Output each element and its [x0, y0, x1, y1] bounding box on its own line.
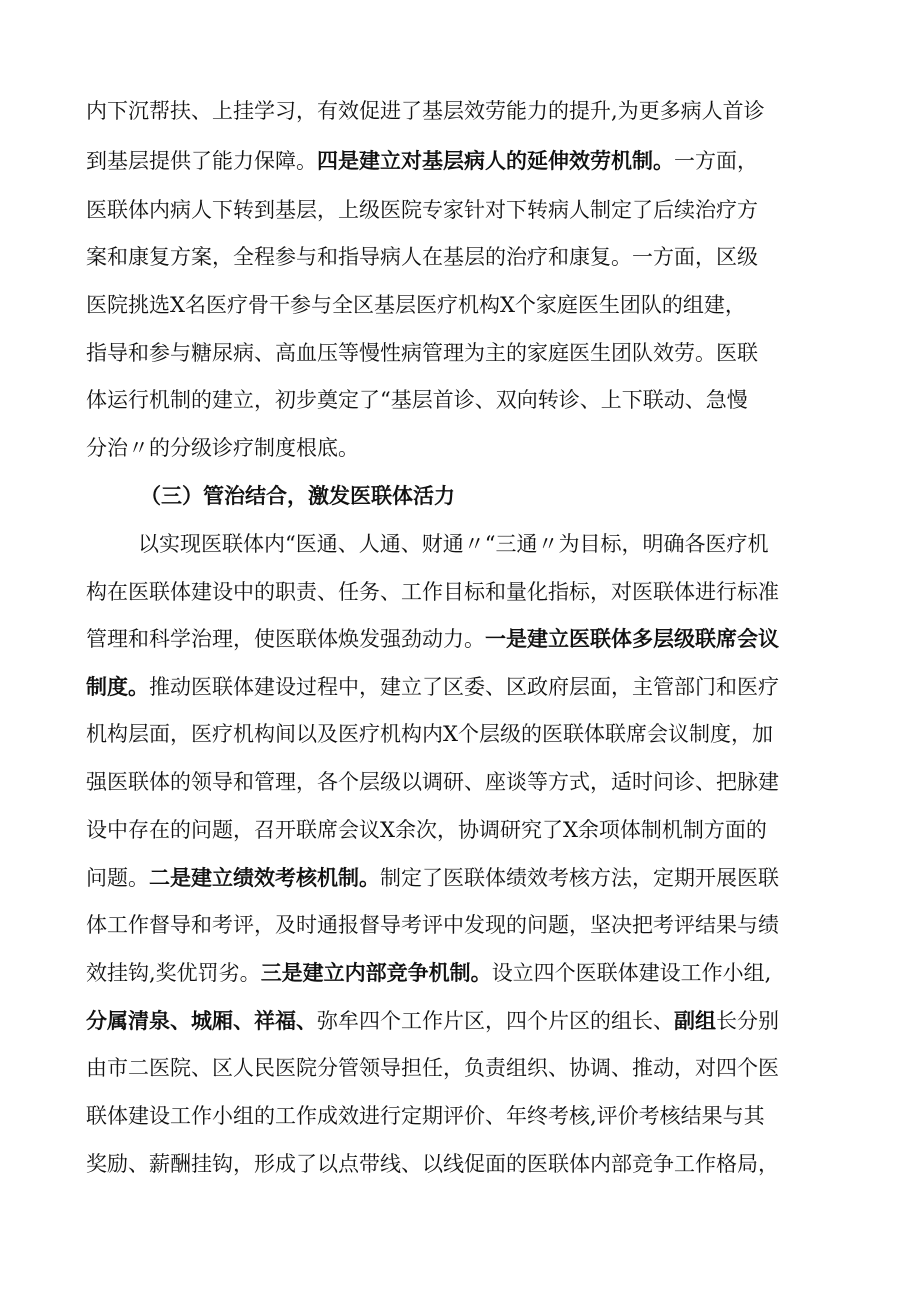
text-line	[86, 672, 856, 702]
text-run: 构在医联体建设中的职责、任务、工作目标和量化指标，对医联体进行标准	[86, 580, 779, 604]
text-run: 分治〃的分级诊疗制度根底。	[86, 436, 359, 460]
text-run: 指导和参与糖尿病、高血压等慢性病管理为主的家庭医生团队效劳。医联	[86, 341, 758, 365]
section-heading: （三）管治结合，激发医联体活力	[140, 484, 455, 508]
text-run: 设立四个医联体建设工作小组,	[491, 961, 772, 985]
text-line	[86, 96, 856, 126]
text-run: 强医联体的领导和管理，各个层级以调研、座谈等方式，适时问诊、把脉建	[86, 770, 779, 794]
text-run: 联体建设工作小组的工作成效进行定期评价、年终考核,评价考核结果与其	[86, 1104, 765, 1128]
text-run: 推动医联体建设过程中，建立了区委、区政府层面，主管部门和医疗	[149, 675, 779, 699]
text-line	[86, 1053, 856, 1083]
text-line	[86, 767, 856, 797]
text-line	[86, 146, 856, 176]
text-run: 体工作督导和考评，及时通报督导考评中发现的问题，坚决把考评结果与绩	[86, 913, 779, 937]
bold-key-point: 二是建立绩效考核机制。	[149, 866, 380, 890]
text-run: 设中存在的问题，召开联席会议X余次，协调研究了X余项体制机制方面的	[86, 818, 767, 842]
bold-key-point: 制度。	[86, 675, 149, 699]
text-line	[86, 815, 856, 845]
text-line	[86, 910, 856, 940]
text-line	[86, 1101, 856, 1131]
text-line	[86, 195, 856, 225]
text-line	[86, 385, 856, 415]
text-run: 管理和科学治理，使医联体焕发强劲动力。	[86, 627, 485, 651]
text-run: 一方面，	[674, 149, 758, 173]
bold-key-point: 副组	[674, 1009, 716, 1033]
text-run: 以实现医联体内“医通、人通、财通〃“三通〃为目标，明确各医疗机	[138, 532, 769, 556]
text-line	[86, 1149, 856, 1179]
text-run: 制定了医联体绩效考核方法，定期开展医联	[380, 866, 779, 890]
text-line	[86, 624, 856, 654]
text-run: 奖励、薪酬挂钩，形成了以点带线、以线促面的医联体内部竞争工作格局，	[86, 1152, 779, 1176]
text-run: 到基层提供了能力保障。	[86, 149, 317, 173]
text-line	[86, 242, 856, 272]
text-line	[86, 719, 856, 749]
text-run: 机构层面，医疗机构间以及医疗机构内X个层级的医联体联席会议制度，加	[86, 722, 773, 746]
bold-key-point: 一是建立医联体多层级联席会议	[485, 627, 779, 651]
text-run: 弥牟四个工作片区，四个片区的组长、	[317, 1009, 674, 1033]
bold-key-point: 四是建立对基层病人的延伸效劳机制。	[317, 149, 674, 173]
text-run: 医联体内病人下转到基层，上级医院专家针对下转病人制定了后续治疗方	[86, 198, 758, 222]
text-run: 案和康复方案，全程参与和指导病人在基层的治疗和康复。一方面，区级	[86, 245, 758, 269]
text-run: 由市二医院、区人民医院分管领导担任，负责组织、协调、推动，对四个医	[86, 1056, 779, 1080]
text-line	[86, 290, 856, 320]
text-line	[86, 338, 856, 368]
text-line	[138, 529, 858, 559]
text-run: 体运行机制的建立，初步奠定了“基层首诊、双向转诊、上下联动、急慢	[86, 388, 748, 412]
text-run: 问题。	[86, 866, 149, 890]
text-run: 长分别	[716, 1009, 779, 1033]
text-line	[86, 577, 856, 607]
text-line	[86, 1006, 856, 1036]
text-line	[86, 958, 856, 988]
text-line	[86, 863, 856, 893]
text-run: 医院挑选X名医疗骨干参与全区基层医疗机构X个家庭医生团队的组建，	[86, 293, 746, 317]
text-run: 内下沉帮扶、上挂学习，有效促进了基层效劳能力的提升,为更多病人首诊	[86, 99, 765, 123]
text-line	[86, 433, 856, 463]
bold-key-point: 三是建立内部竞争机制。	[260, 961, 492, 985]
bold-key-point: 分属清泉、城厢、祥福、	[86, 1009, 317, 1033]
text-run: 效挂钩,奖优罚劣。	[86, 961, 261, 985]
